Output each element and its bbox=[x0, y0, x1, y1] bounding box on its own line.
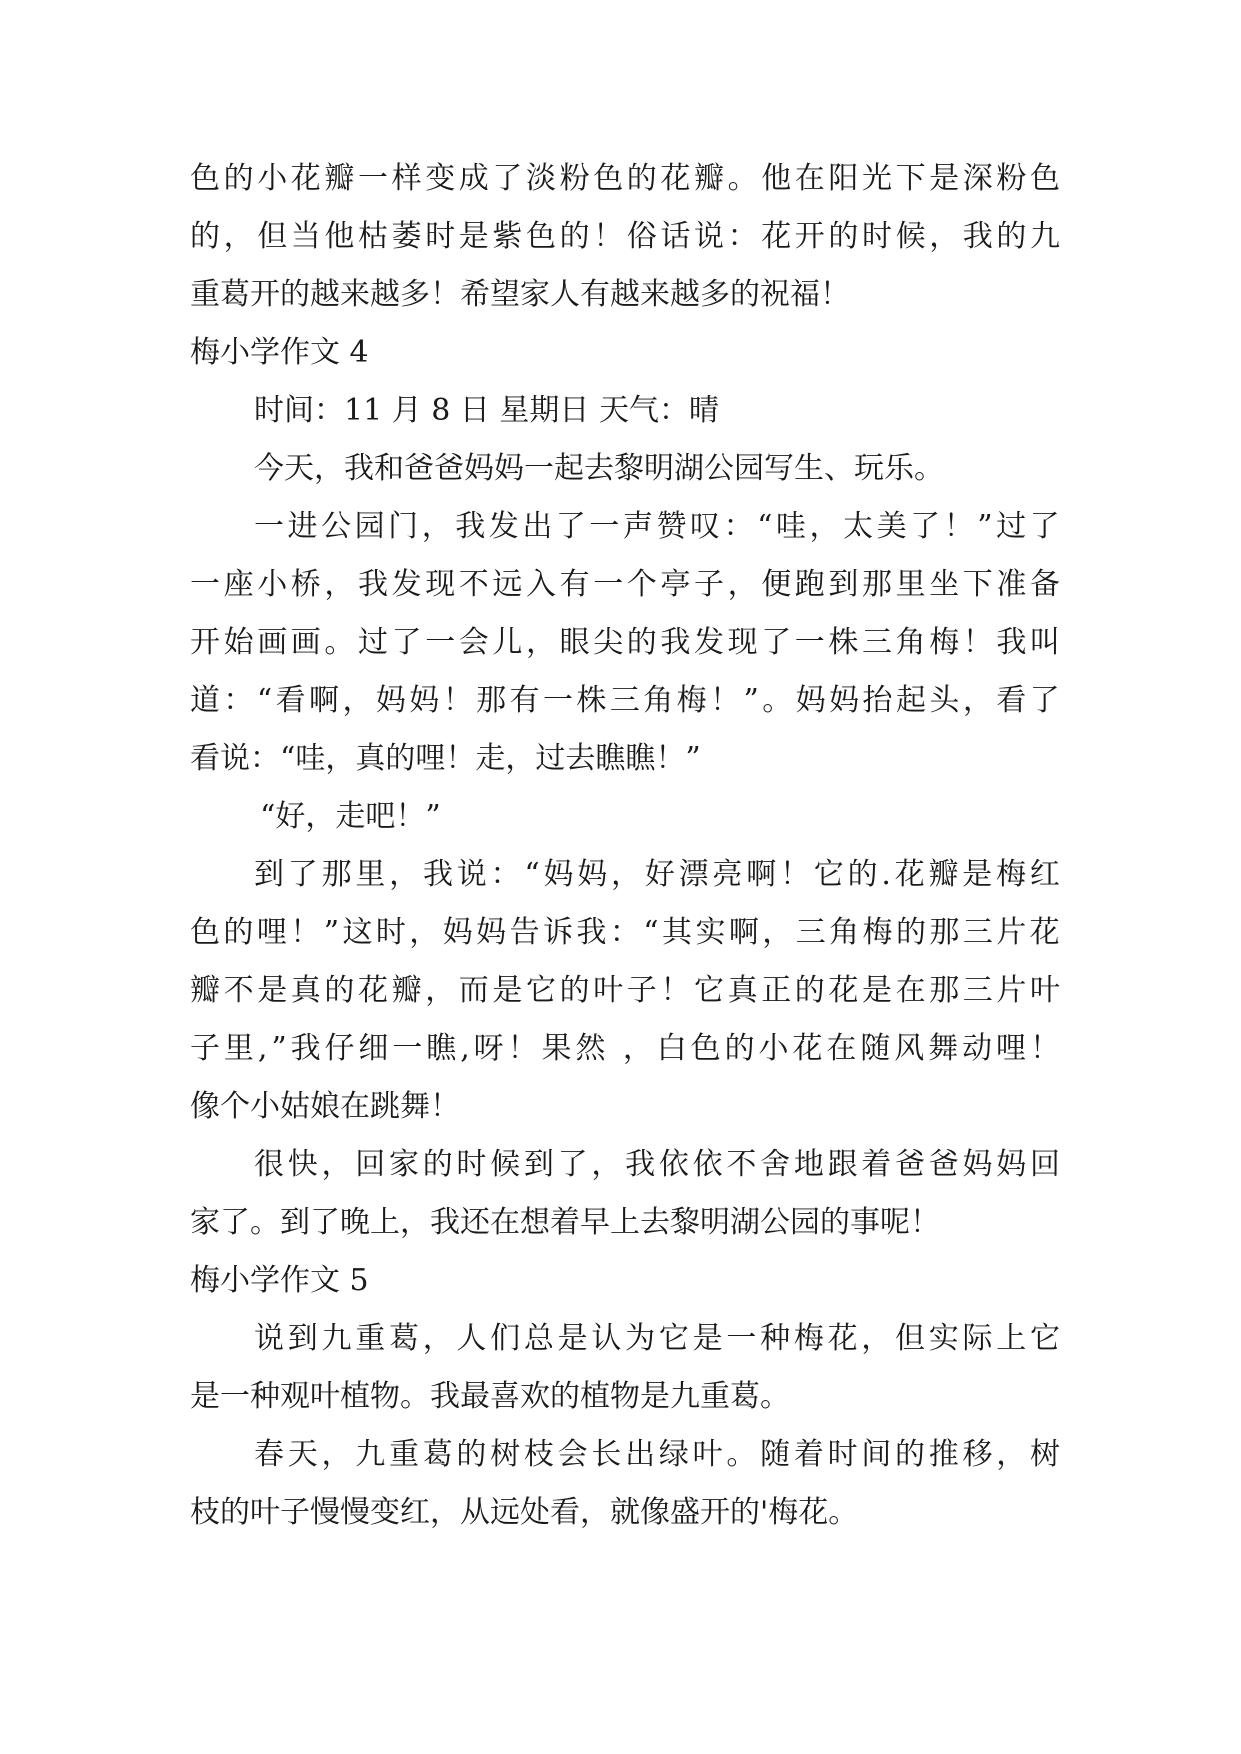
section-heading: 梅小学作文 5 bbox=[190, 1263, 369, 1298]
paragraph-first-line: 说到九重葛，人们总是认为它是一种梅花，但实际上它 bbox=[254, 1321, 1064, 1356]
text-line: 家了。到了晚上，我还在想着早上去黎明湖公园的事呢！ bbox=[190, 1205, 940, 1240]
text-line: 子里,”我仔细一瞧,呀！果然 ，白色的小花在随风舞动哩！ bbox=[190, 1031, 1064, 1066]
paragraph-first-line: 春天，九重葛的树枝会长出绿叶。随着时间的推移，树 bbox=[254, 1437, 1064, 1472]
text-line: 今天，我和爸爸妈妈一起去黎明湖公园写生、玩乐。 bbox=[254, 451, 944, 486]
section-heading: 梅小学作文 4 bbox=[190, 335, 369, 370]
text-line: 开始画画。过了一会儿，眼尖的我发现了一株三角梅！我叫 bbox=[190, 625, 1064, 660]
text-line: 道：“看啊，妈妈！那有一株三角梅！”。妈妈抬起头，看了 bbox=[190, 683, 1064, 718]
text-line: 枝的叶子慢慢变红，从远处看，就像盛开的'梅花。 bbox=[190, 1495, 859, 1530]
text-line: 色的小花瓣一样变成了淡粉色的花瓣。他在阳光下是深粉色 bbox=[190, 161, 1064, 196]
text-line: 色的哩！”这时，妈妈告诉我：“其实啊，三角梅的那三片花 bbox=[190, 915, 1064, 950]
text-line: 看说：“哇，真的哩！走，过去瞧瞧！” bbox=[190, 741, 701, 776]
paragraph-first-line: 很快，回家的时候到了，我依依不舍地跟着爸爸妈妈回 bbox=[254, 1147, 1064, 1182]
text-line: 的，但当他枯萎时是紫色的！俗话说：花开的时候，我的九 bbox=[190, 219, 1064, 254]
text-line: 一座小桥，我发现不远入有一个亭子，便跑到那里坐下准备 bbox=[190, 567, 1064, 602]
document-page bbox=[190, 150, 1064, 1542]
text-line: “好，走吧！” bbox=[260, 799, 441, 834]
text-line: 重葛开的越来越多！希望家人有越来越多的祝福！ bbox=[190, 277, 850, 312]
text-line: 是一种观叶植物。我最喜欢的植物是九重葛。 bbox=[190, 1379, 790, 1414]
text-line: 像个小姑娘在跳舞！ bbox=[190, 1089, 460, 1124]
paragraph-first-line: 一进公园门，我发出了一声赞叹：“哇，太美了！”过了 bbox=[254, 509, 1064, 544]
text-line: 时间：11 月 8 日 星期日 天气：晴 bbox=[254, 393, 719, 428]
paragraph-first-line: 到了那里，我说：“妈妈，好漂亮啊！它的.花瓣是梅红 bbox=[254, 857, 1064, 892]
text-line: 瓣不是真的花瓣，而是它的叶子！它真正的花是在那三片叶 bbox=[190, 973, 1064, 1008]
